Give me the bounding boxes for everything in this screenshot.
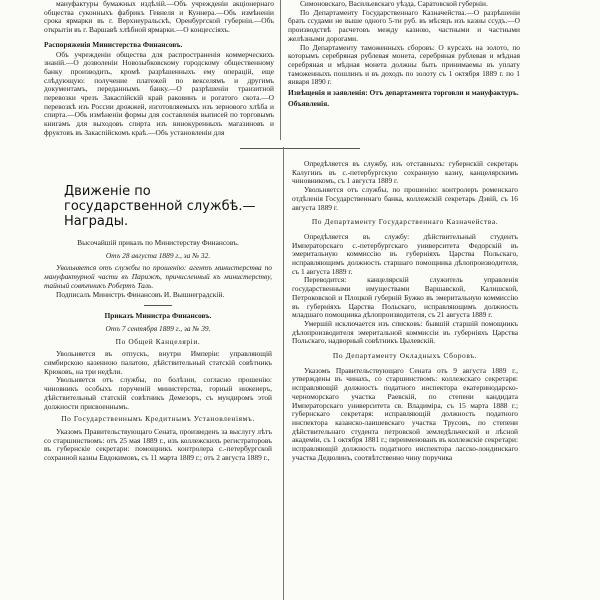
credit-paragraph: Указомъ Правительствующаго Сената, произведенъ за выслугу лѣтъ со старшинствомъ: отъ 25 мая 1889 г., изъ коллежскихъ регистраторовъ въ губернскіе секретари: помощникъ контролера с.-петербургской сохранной казны Евдокимовъ, съ 11 марта 1889 г.; отъ 2 августа 1889 г.,: [44, 426, 272, 463]
top-left-paragraph: мануфактуры бумажных издѣлій.—Объ учрежденіи акціонернаго общества суконныхъ фабрикъ Гевнеля и Куннера.—Объ измѣненіи срока ярмарки въ г. Верхнеуральскѣ, Оренбургской губерніи.—Объ открытіи въ г. Варшавѣ хлѣбной ярмарки.—О концессіяхъ.: [44, 0, 274, 35]
decree-signature: Подписалъ Министръ Финансовъ И. Вышнеградскій.: [56, 289, 225, 299]
top-right-paragraph: Симоновскаго, Васильевскаго уѣзда, Саратовской губерніи.: [300, 0, 488, 8]
divider: [144, 305, 172, 306]
ads-text: Объявленія.: [288, 98, 330, 108]
top-right-paragraph: По Департаменту Государственнаго Казначейства.—О разрѣшеніи брать ссудами не выше одного 5-ти руб. въ мѣсяцъ изъ казны ссудъ.—О производствѣ расчетовъ между казною, частными и частными желѣзными дорогами.: [288, 7, 520, 43]
page-heading: Движеніе по государственной службѣ.—Награды.: [64, 184, 256, 229]
top-right-paragraph: По Департаменту таможенныхъ сборовъ: О курсахъ на золото, по которымъ серебряная рублевая монета, серебряная рублевая и мѣдная серебряная и мѣдная монета должны быть принимаемы въ уплату таможенныхъ пошлинъ и въ доходъ по золоту съ 1 октября 1889 г. по 1 января 1890 г.: [288, 42, 520, 87]
decree-text: Увольняется отъ службы по прошенію: агентъ министерства по мануфактурной части въ Парижѣ, причисленный къ министерству, тайный совѣтникъ Робертъ Таль.: [44, 263, 272, 290]
right-paragraph: Указомъ Правительствующаго Сената отъ 9 августа 1889 г., утверждены въ чинахъ, со старшинствомъ: коллежскаго секретаря: исправляющій должность податного инспектора екатеринодарско-черноморскаго участка Раевскій, по степени кандидата Императорскаго университета св. Владиміра, съ 15 марта 1888 г.; губернскаго секретаря: исправляющій должность податного инспектора казанско-лаишевскаго участка Трусовъ, по степени дѣйствительнаго студента петровской земледѣльческой и лѣсной академіи, съ 1 октября 1881 г.; переименованъ въ коллежскіе секретари: исправляющій должность податного инспектора ласско-лондинскаго участка Дедюлинъ, соотвѣтственно чину поручика: [292, 365, 519, 462]
right-paragraph: Увольняется отъ службы, по прошенію: контролеръ роменскаго отдѣленія Государственнаго банка, коллежскій секретарь Дэвій, съ 16 августа 1889 г.: [292, 185, 518, 212]
order-date: Отъ 7 сентября 1889 г., за № 39.: [105, 323, 211, 333]
right-paragraph: Опредѣляется въ службу, изъ отставныхъ: губернскій секретарь Калугинъ въ с.-петербургскую сохранную казну, канцелярскимъ чиновникомъ, съ 1 августа 1889 г.: [292, 159, 518, 186]
top-left-column: [44, 0, 274, 137]
treasury-title: По Департаменту Государственнаго Казначейства.: [311, 217, 499, 227]
right-column: [292, 160, 518, 600]
right-paragraph: Умершій исключается изъ списковъ: бывшій старшій помощникъ дѣлопроизводителя эмеритальной коммиссіи въ губерніяхъ Царства Польскаго, надворный совѣтникъ Цылевскій.: [292, 318, 518, 346]
section-divider: [240, 148, 360, 149]
fees-title: По Департаменту Окладныхъ Сборовъ.: [332, 351, 478, 361]
chancellery-paragraph: Увольняется въ отпускъ, внутри Имперіи: управляющій симбирскою казенною палатою, дѣйствительный статскій совѣтникъ Крюковъ, на три недѣли.: [44, 349, 272, 376]
column-rule-bottom: [283, 147, 284, 600]
right-paragraph: Опредѣляется въ службу: дѣйствительный студентъ Императорскаго с.-петербургскаго университета Федорскій въ эмеритальную коммиссію въ губерніяхъ Царства Польскаго, исправляющимъ должность старшаго помощника дѣлопроизводителя, съ 1 августа 1889 г.: [292, 231, 518, 276]
section-title: Распоряженія Министерства Финансовъ.: [44, 39, 183, 49]
left-column: [44, 160, 272, 600]
credit-title: По Государственнымъ Кредитнымъ Установленіямъ.: [61, 414, 255, 424]
chancellery-title: По Общей Канцеляріи.: [115, 336, 201, 346]
decree-title: Высочайшій приказъ по Министерству Финансовъ.: [77, 238, 239, 247]
right-paragraph: Переводится: канцелярскій служитель управленія государственными имуществами Варшавской, Калишской, Петроковской и Плоцкой губерній Бужко въ эмеритальную коммиссію въ губерніяхъ Царства Польскаго, исправляющимъ должность младшаго помощника дѣлопроизводителя, съ 21 августа 1889 г.: [292, 275, 518, 320]
decree-date: Отъ 28 августа 1889 г., за № 32.: [105, 250, 211, 260]
chancellery-paragraph: Увольняется отъ службы, по болѣзни, согласно прошенію: чиновникъ особыхъ порученій министерства, горный инженеръ, дѣйствительный статскій совѣтникъ Демезоръ, съ мундиромъ этой должности присвоеннымъ.: [44, 375, 272, 411]
section-paragraph: Объ учрежденіи общества для распространенія коммерческихъ знаній.—О дозволеніи Новозыбковскому городскому общественному банку производить, кромѣ разрѣшенныхъ ему операцій, еще слѣдующую: получение платежей по векселямъ и другимъ документамъ, переданнымъ банку.—О разрѣшеніи транзитной перевозки чрезъ Закаспійскій край раковинъ и рогатого скота.—О перевозкѣ изъ России дрожжей, изготовляемыхъ изъ зернового хлѣба и спирта.—Объ измѣненіи формы для составленія выписей по торговымъ книгамъ для выходовъ спирта изъ винокуренныхъ магазиновъ и фруктовъ въ Закаспійскомъ краѣ.—Объ установленіи для: [44, 49, 274, 137]
top-right-column: [288, 0, 520, 132]
notice-text: Извѣщенія и заявленія: Отъ департамента торговли и мануфактуръ.: [288, 88, 519, 98]
order-title: Приказъ Министра Финансовъ.: [104, 311, 212, 321]
column-rule-top: [280, 0, 281, 140]
